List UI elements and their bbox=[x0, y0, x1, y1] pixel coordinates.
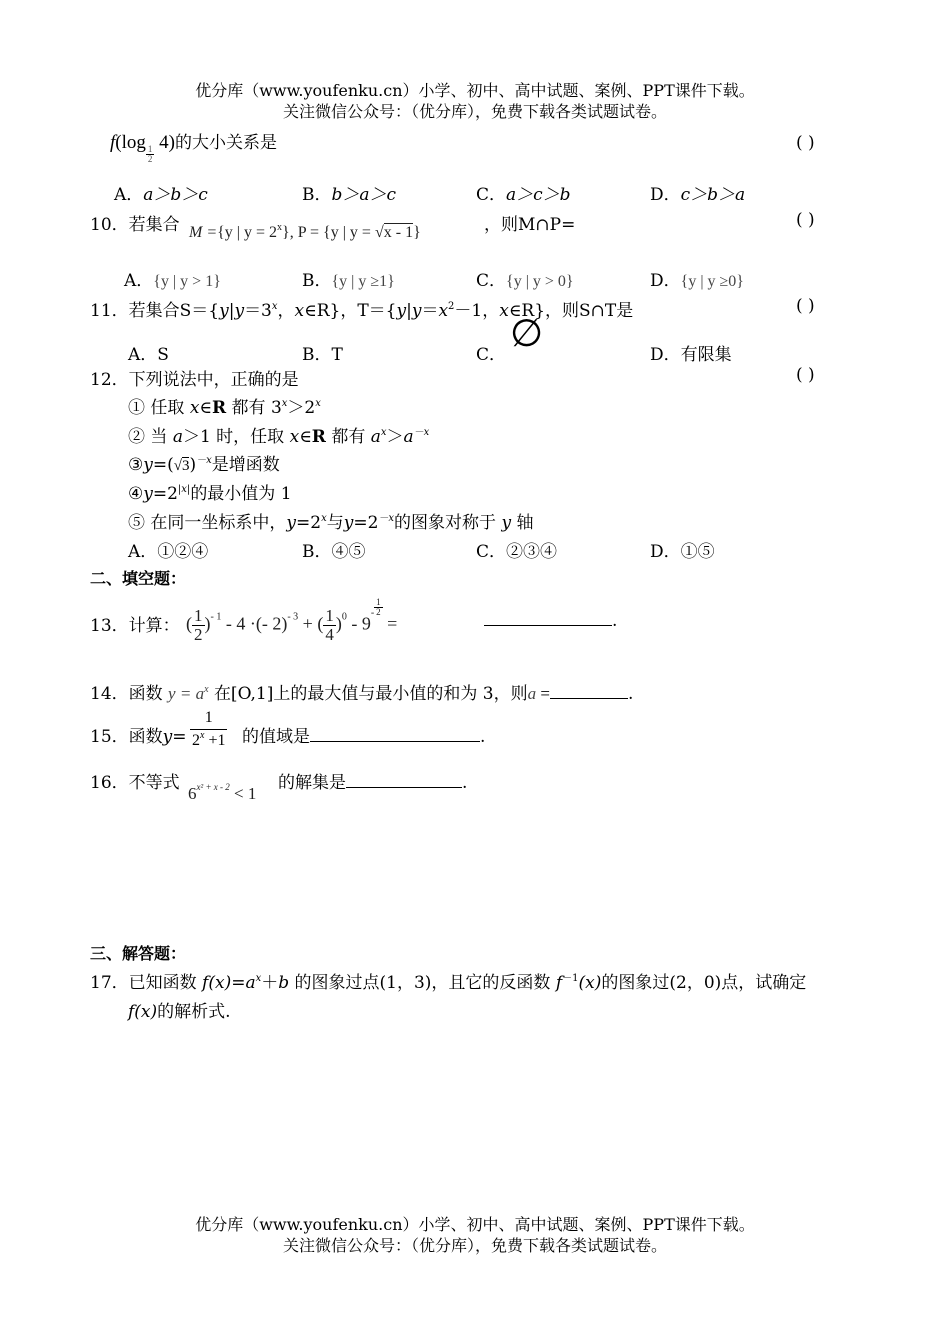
q10-option-c: C．{y | y > 0} bbox=[476, 271, 574, 291]
q16-label: 16．不等式 bbox=[90, 773, 180, 793]
q11-option-a: A．S bbox=[128, 345, 169, 365]
footer-line-1: 优分库（www.youfenku.cn）小学、初中、高中试题、案例、PPT课件下载。 bbox=[195, 1215, 755, 1234]
q10-option-b: B．{y | y ≥1} bbox=[302, 271, 395, 291]
q12-statement-2: ② 当 a＞1 时，任取 x∈R 都有 $a^x>a^{-x}$ bbox=[128, 427, 430, 447]
empty-set-symbol: ∅ bbox=[510, 313, 544, 355]
q15-stem-end: 的值域是 . bbox=[242, 727, 486, 747]
q17-line-1: 17．已知函数 $f(x)=a^x+b$ 的图象过点(1，3)，且它的反函数 $f^{-1}(x)$的图象过(2，0)点，试确定 bbox=[90, 973, 807, 993]
q12-option-d: D．①⑤ bbox=[650, 542, 715, 562]
q9-answer-paren: ( ) bbox=[796, 133, 815, 153]
q9-option-c: C．a＞c＞b bbox=[476, 185, 571, 205]
q12-statement-1: ① 任取 x∈R 都有 $3^x>2^x$ bbox=[128, 398, 321, 418]
q10-sets: M ={y | $y = 2^x$}, P = {y | y = √x - 1} bbox=[189, 222, 421, 241]
q12-stem: 12．下列说法中，正确的是 bbox=[90, 370, 299, 390]
q16-stem-end: 的解集是 . bbox=[278, 773, 468, 793]
q13-expression: ( $\frac{1}{2}$ )$^{- 1}$ - 4 ·(- 2)$^{- 3}$ + ( $\frac{1}{4}$ )$^0$ - 9- $\frac{1}{2}$ = bbox=[186, 597, 398, 644]
q11-option-b: B．T bbox=[302, 345, 343, 365]
q15-fraction: $\frac{1}{2^x +1}$ bbox=[192, 709, 226, 749]
q12-option-a: A．①②④ bbox=[128, 542, 209, 562]
q13-answer-blank: . bbox=[484, 611, 617, 631]
footer-line-2: 关注微信公众号：（优分库），免费下载各类试题试卷。 bbox=[282, 1236, 667, 1255]
q14-stem: 14．函数 $y = a^x$ 在[O,1]上的最大值与最小值的和为 3，则a = . bbox=[90, 684, 634, 704]
q15-stem-start: 15．函数y= bbox=[90, 727, 187, 747]
q10-option-d: D．{y | y ≥0} bbox=[650, 271, 744, 291]
header-line-1: 优分库（www.youfenku.cn）小学、初中、高中试题、案例、PPT课件下载。 bbox=[195, 81, 755, 100]
q12-answer-paren: ( ) bbox=[796, 365, 815, 385]
q17-line-2: f(x)的解析式. bbox=[128, 1002, 231, 1022]
q16-inequality: $6^{x^2 + x - 2} < 1$ bbox=[188, 782, 257, 803]
q11-option-c: C． bbox=[476, 345, 507, 365]
q11-option-d: D．有限集 bbox=[650, 345, 732, 365]
section-fill-in-title: 二、填空题： bbox=[90, 569, 187, 588]
q11-answer-paren: ( ) bbox=[796, 296, 815, 316]
header-line-2: 关注微信公众号：（优分库），免费下载各类试题试卷。 bbox=[282, 102, 667, 121]
q12-statement-4: $④y=2^{|x|}$的最小值为 1 bbox=[128, 484, 292, 504]
q10-stem-end: ，则M∩P= bbox=[484, 215, 576, 235]
q12-statement-5: ⑤ 在同一坐标系中，$y=2^x$与$y=2^{-x}$的图象对称于 y 轴 bbox=[128, 513, 534, 533]
q10-option-a: A．{y | y > 1} bbox=[124, 271, 221, 291]
section-answer-title: 三、解答题： bbox=[90, 944, 187, 963]
q10-answer-paren: ( ) bbox=[796, 210, 815, 230]
q9-stem: f(log $\frac{1}{2}$ 4)的大小关系是 bbox=[110, 132, 277, 164]
q9-option-a: A．a＞b＞c bbox=[114, 185, 208, 205]
q12-option-c: C．②③④ bbox=[476, 542, 558, 562]
q10-stem: 10．若集合 bbox=[90, 215, 180, 235]
q12-statement-3: $③y=(√3)^{-x}$是增函数 bbox=[128, 455, 280, 475]
q9-option-b: B．b＞a＞c bbox=[302, 185, 397, 205]
q13-label: 13．计算： bbox=[90, 616, 180, 636]
q9-option-d: D．c＞b＞a bbox=[650, 185, 746, 205]
q12-option-b: B．④⑤ bbox=[302, 542, 366, 562]
q11-stem: 11．若集合$S=\{y|y=3^x$，x∈R}，$T=\{y|y=x^2-1$，x∈R}，则S∩T是 bbox=[90, 301, 634, 321]
